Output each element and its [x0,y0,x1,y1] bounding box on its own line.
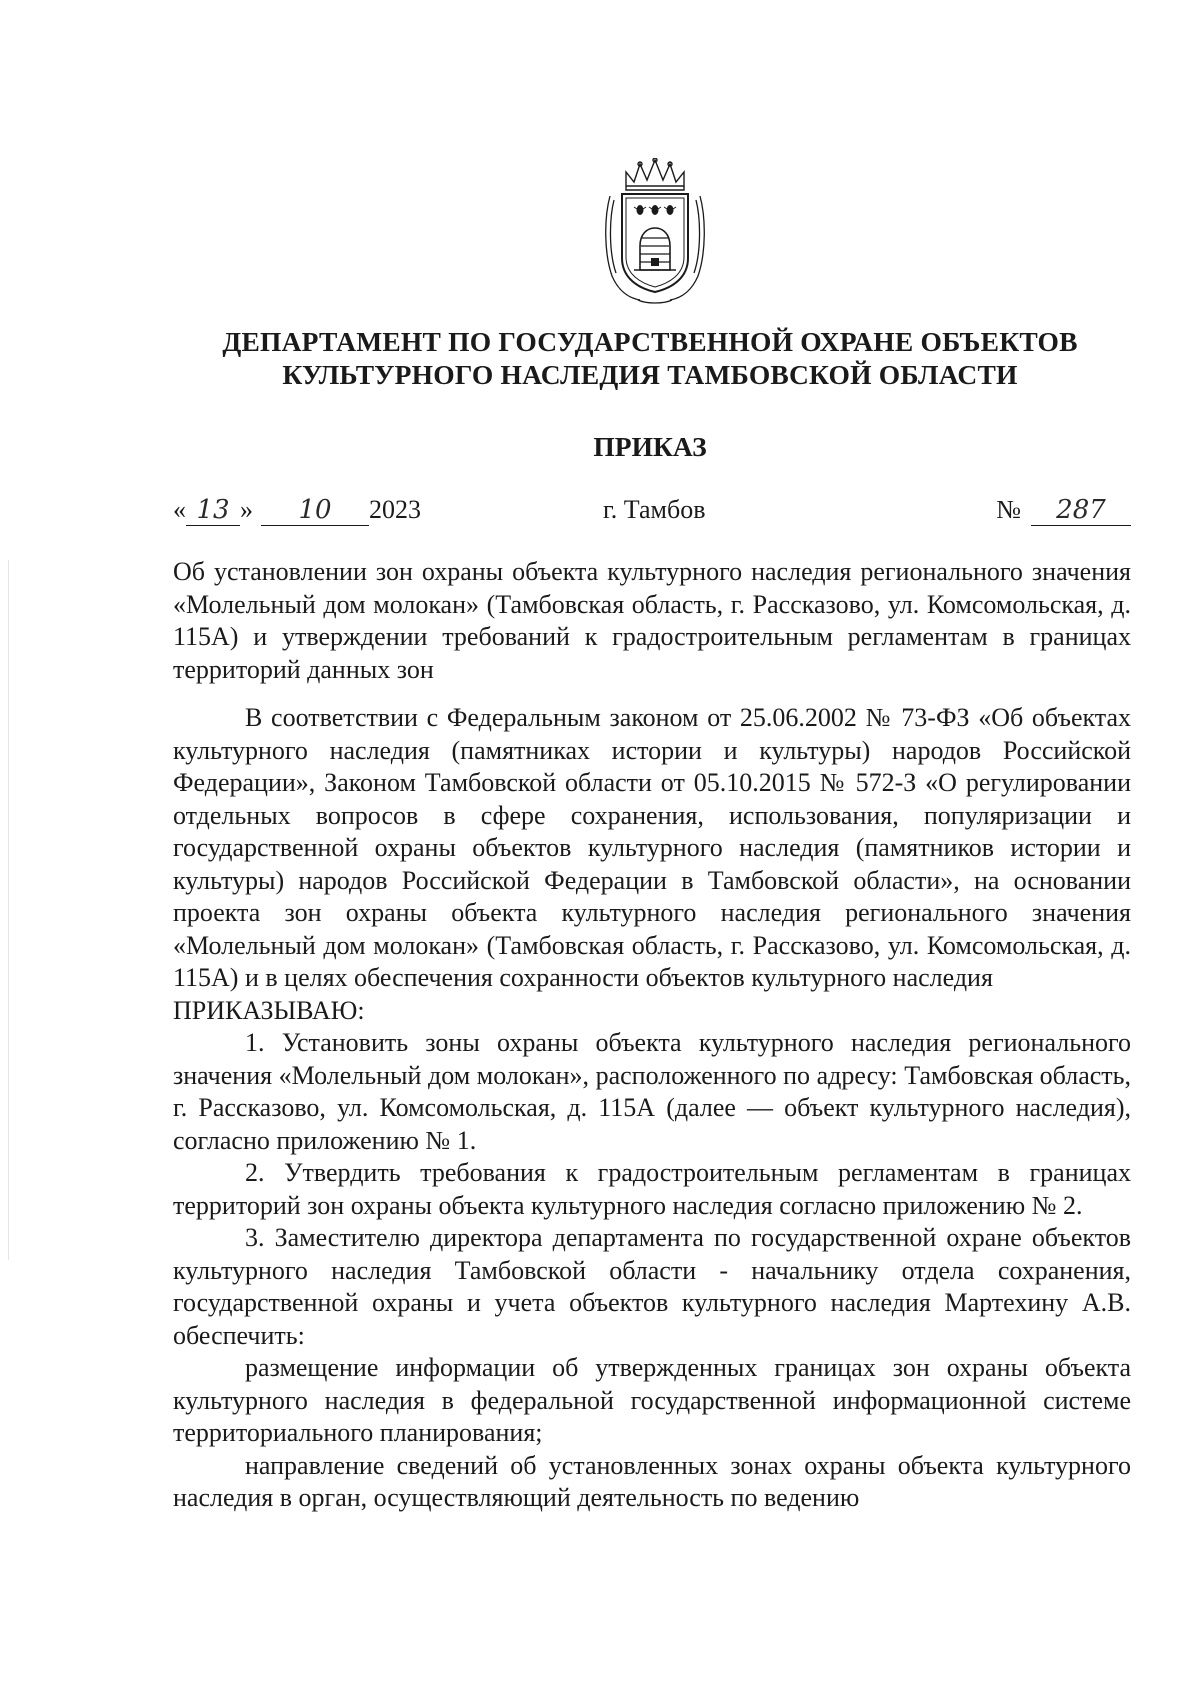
department-title [120,325,1180,391]
department-title-line1: ДЕПАРТАМЕНТ ПО ГОСУДАРСТВЕННОЙ ОХРАНЕ ОБЪЕКТОВ [222,326,1078,357]
order-meta-row [173,492,1131,532]
order-subject: Об установлении зон охраны объекта культурного наследия регионального значения «Молельный дом молокан» (Тамбовская область, г. Рассказово, ул. Комсомольская, д. 115А) и утверждении требований к градостроительным регламентам в границах территорий данных зон [173,557,1131,684]
item-3b-paragraph: направление сведений об установленных зонах охраны объекта культурного наследия в орган, осуществляющий деятельность по ведению [173,1450,1131,1512]
order-year: 2023 [369,495,421,524]
item-3-paragraph: 3. Заместителю директора департамента по государственной охране объектов культурного наследия Тамбовской области - начальнику отдела сохранения, государственной охраны и учета объектов культурного наследия Мартехину А.В. обеспечить: [173,1223,1131,1350]
item-2-paragraph: 2. Утвердить требования к градостроительным регламентам в границах территорий зон охраны объекта культурного наследия согласно приложению № 2. [173,1158,1131,1220]
date-quote-open: « [173,495,186,524]
order-body [173,702,1131,1515]
document-type-title: ПРИКАЗ [593,431,707,462]
preamble-paragraph: В соответствии с Федеральным законом от 25.06.2002 № 73-ФЗ «Об объектах культурного наследия (памятниках истории и культуры) народов Российской Федерации», Законом Тамбовской области от 05.10.2015 № 572-З «О регулировании отдельных вопросов в сфере сохранения, использования, популяризации и государственной охраны объектов культурного наследия (памятников истории и культуры) народов Российской Федерации в Тамбовской области», на основании проекта зон охраны объекта культурного наследия регионального значения «Молельный дом молокан» (Тамбовская область, г. Рассказово, ул. Комсомольская, д. 115А) и в целях обеспечения сохранности объектов культурного наследия [173,703,1131,992]
order-month-handwritten: 10 [261,495,369,526]
coat-of-arms-emblem [600,158,710,304]
order-city: г. Тамбов [603,495,706,524]
order-word: ПРИКАЗЫВАЮ: [173,995,365,1025]
order-day-handwritten: 13 [186,495,240,526]
order-date [173,492,421,528]
item-1-paragraph: 1. Установить зоны охраны объекта культурного наследия регионального значения «Молельный дом молокан», расположенного по адресу: Тамбовская область, г. Рассказово, ул. Комсомольская, д. 115А (далее — объект культурного наследия), согласно приложению № 1. [173,1028,1131,1155]
date-quote-close: » [240,495,253,524]
order-number-handwritten: 287 [1031,495,1131,526]
scan-edge-line [8,560,9,1260]
item-3a-paragraph: размещение информации об утвержденных границах зон охраны объекта культурного наследия в федеральной государственной информационной системе территориального планирования; [173,1353,1131,1447]
number-sign: № [996,495,1021,524]
department-title-line2: КУЛЬТУРНОГО НАСЛЕДИЯ ТАМБОВСКОЙ ОБЛАСТИ [282,359,1018,390]
order-number [996,492,1131,528]
